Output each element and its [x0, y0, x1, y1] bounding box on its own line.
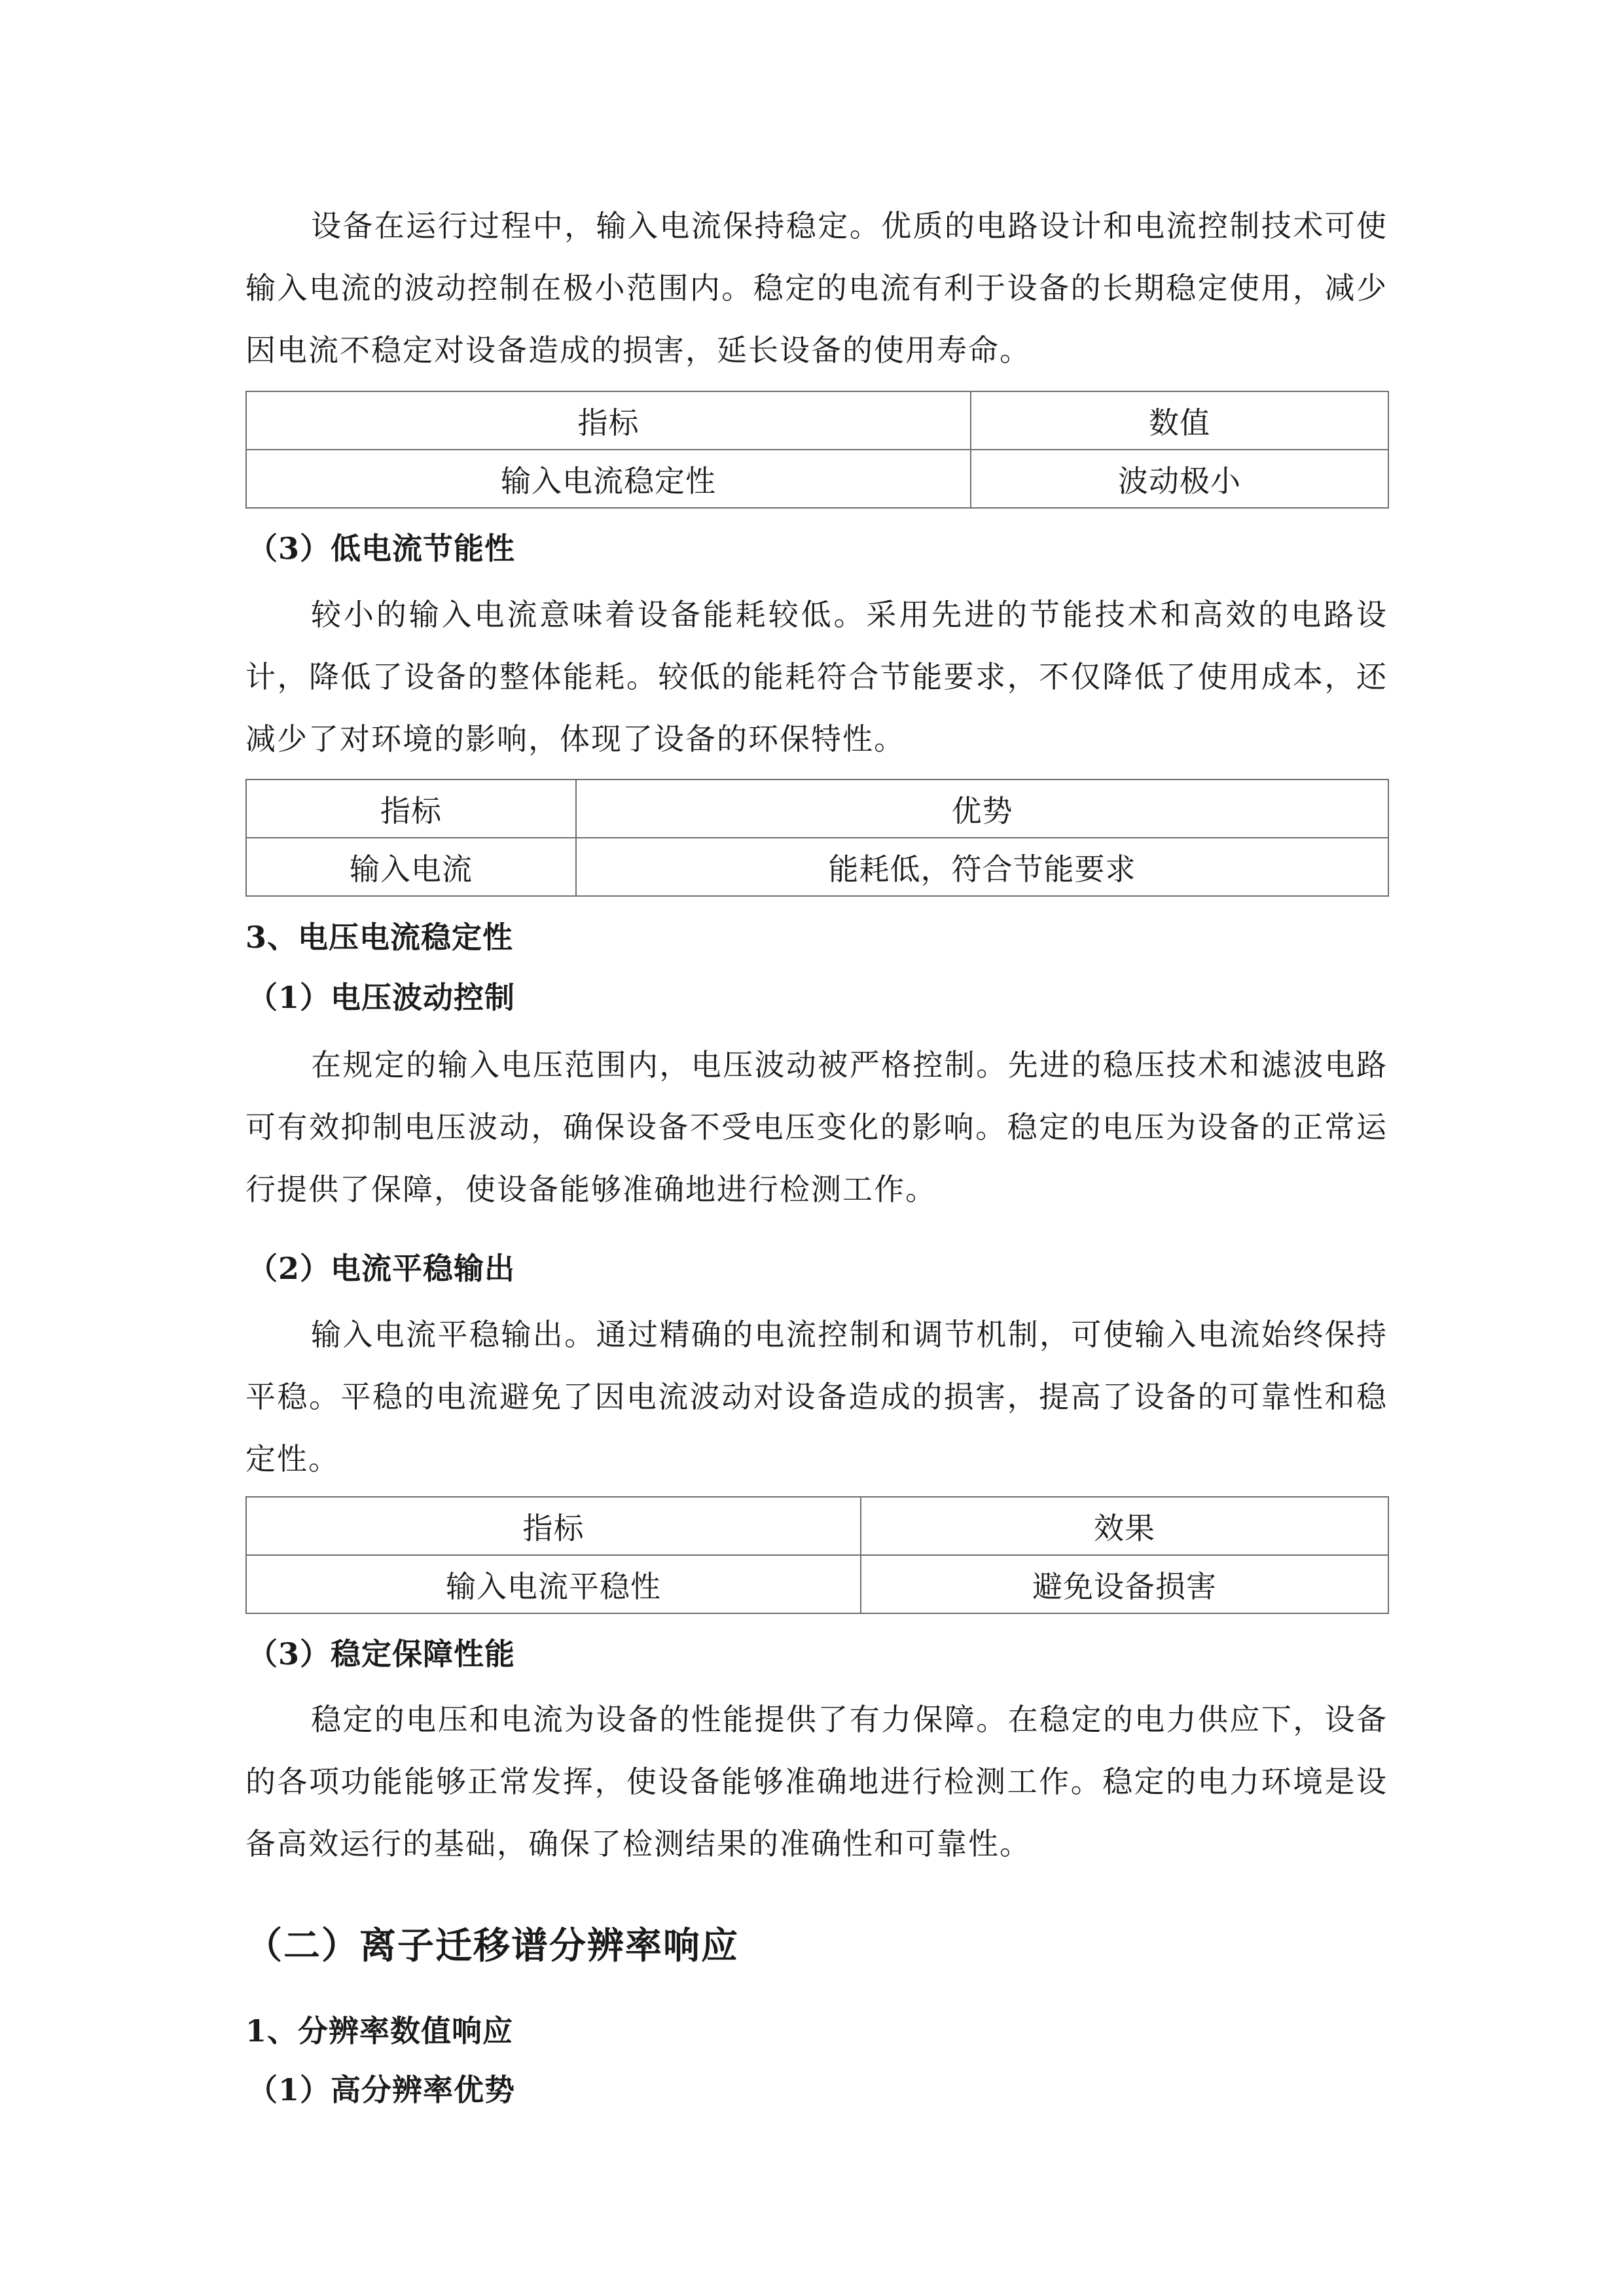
paragraph-stability: 稳定的电压和电流为设备的性能提供了有力保障。在稳定的电力供应下，设备的各项功能能够正常发挥，使设备能够准确地进行检测工作。稳定的电力环境是设备高效运行的基础，确保了检测结果的准确性和可靠性。 — [245, 1702, 1388, 1861]
table-header-cell: 指标 — [246, 1497, 861, 1555]
table-header-row — [246, 1497, 1388, 1555]
table-header-row — [246, 780, 1388, 838]
table-current-stability — [245, 391, 1389, 509]
chapter-heading-ims-resolution: （二）离子迁移谱分辨率响应 — [245, 1924, 739, 1967]
table-cell: 输入电流 — [246, 838, 576, 896]
table-cell: 避免设备损害 — [861, 1555, 1388, 1613]
subheading-current-output: （2）电流平稳输出 — [247, 1251, 516, 1286]
table-row — [246, 838, 1388, 896]
table-current-output — [245, 1496, 1389, 1614]
table-header-cell: 优势 — [576, 780, 1388, 838]
table-header-cell: 效果 — [861, 1497, 1388, 1555]
table-header-row — [246, 391, 1388, 450]
section-heading-resolution: 1、分辨率数值响应 — [245, 2013, 514, 2049]
subheading-stability: （3）稳定保障性能 — [247, 1636, 516, 1672]
section-heading-voltage-current: 3、电压电流稳定性 — [245, 920, 514, 955]
table-cell: 输入电流稳定性 — [246, 450, 971, 508]
table-header-cell: 数值 — [971, 391, 1388, 450]
table-row — [246, 450, 1388, 508]
paragraph-voltage-control: 在规定的输入电压范围内，电压波动被严格控制。先进的稳压技术和滤波电路可有效抑制电压波动，确保设备不受电压变化的影响。稳定的电压为设备的正常运行提供了保障，使设备能够准确地进行检测工作。 — [245, 1047, 1388, 1207]
table-cell: 输入电流平稳性 — [246, 1555, 861, 1613]
table-cell: 波动极小 — [971, 450, 1388, 508]
subheading-high-resolution: （1）高分辨率优势 — [247, 2072, 516, 2108]
subheading-voltage-control: （1）电压波动控制 — [247, 980, 516, 1015]
paragraph-current-stability: 设备在运行过程中，输入电流保持稳定。优质的电路设计和电流控制技术可使输入电流的波动控制在极小范围内。稳定的电流有利于设备的长期稳定使用，减少因电流不稳定对设备造成的损害，延长设备的使用寿命。 — [245, 208, 1388, 368]
table-cell: 能耗低，符合节能要求 — [576, 838, 1388, 896]
table-low-current — [245, 779, 1389, 897]
table-row — [246, 1555, 1388, 1613]
subheading-low-current: （3）低电流节能性 — [247, 531, 516, 566]
table-header-cell: 指标 — [246, 780, 576, 838]
paragraph-low-current: 较小的输入电流意味着设备能耗较低。采用先进的节能技术和高效的电路设计，降低了设备的整体能耗。较低的能耗符合节能要求，不仅降低了使用成本，还减少了对环境的影响，体现了设备的环保特性。 — [245, 597, 1388, 757]
table-header-cell: 指标 — [246, 391, 971, 450]
paragraph-current-output: 输入电流平稳输出。通过精确的电流控制和调节机制，可使输入电流始终保持平稳。平稳的电流避免了因电流波动对设备造成的损害，提高了设备的可靠性和稳定性。 — [245, 1317, 1388, 1477]
